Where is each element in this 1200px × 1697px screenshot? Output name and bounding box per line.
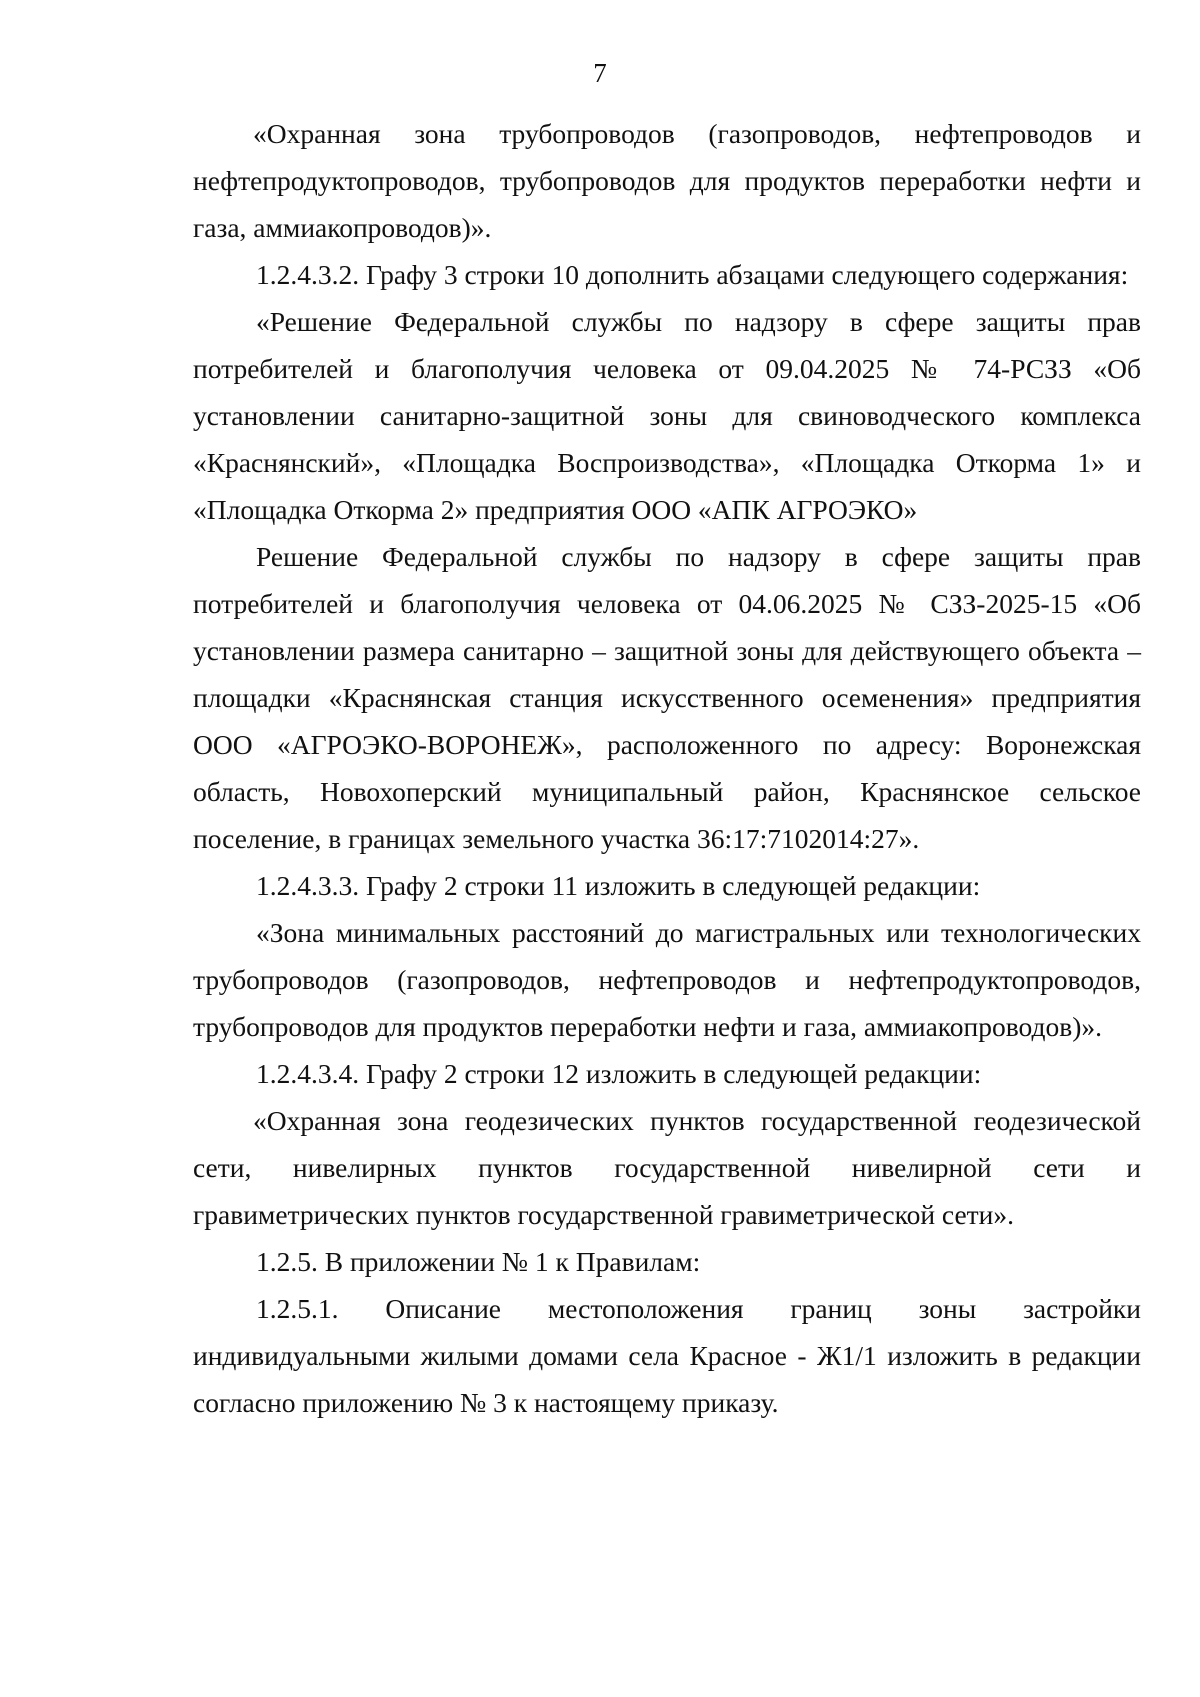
paragraph-minimum-distance-zone: «Зона минимальных расстояний до магистральных или технологических трубопроводов (газопроводов, нефтепроводов и нефтепродуктопроводов, трубопроводов для продуктов переработки нефти и газа, аммиакопроводов)». <box>193 917 1141 1042</box>
page-number: 7 <box>593 58 607 88</box>
paragraph-1-2-4-3-4: 1.2.4.3.4. Графу 2 строки 12 изложить в следующей редакции: <box>256 1058 982 1089</box>
paragraph-1-2-4-3-3: 1.2.4.3.3. Графу 2 строки 11 изложить в следующей редакции: <box>256 870 981 901</box>
paragraph-1-2-5: 1.2.5. В приложении № 1 к Правилам: <box>256 1246 701 1277</box>
paragraph-decision-74-rszz: «Решение Федеральной службы по надзору в сфере защиты прав потребителей и благополучия человека от 09.04.2025 № 74-РСЗЗ «Об установлении санитарно-защитной зоны для свиноводческого комплекса «Краснянский», «Площадка Воспроизводства», «Площадка Откорма 1» и «Площадка Откорма 2» предприятия ООО «АПК АГРОЭКО» <box>193 306 1141 525</box>
paragraph-geodetic-protection-zone: «Охранная зона геодезических пунктов государственной геодезической сети, нивелирных пунктов государственной нивелирной сети и гравиметрических пунктов государственной гравиметрической сети». <box>193 1105 1141 1230</box>
paragraph-pipeline-protection-zone: «Охранная зона трубопроводов (газопроводов, нефтепроводов и нефтепродуктопроводов, трубопроводов для продуктов переработки нефти и газа, аммиакопроводов)». <box>193 118 1141 243</box>
paragraph-1-2-5-1: 1.2.5.1. Описание местоположения границ зоны застройки индивидуальными жилыми домами села Красное - Ж1/1 изложить в редакции согласно приложению № 3 к настоящему приказу. <box>193 1293 1141 1418</box>
paragraph-1-2-4-3-2: 1.2.4.3.2. Графу 3 строки 10 дополнить абзацами следующего содержания: <box>256 259 1129 290</box>
paragraph-decision-szz-2025-15: Решение Федеральной службы по надзору в сфере защиты прав потребителей и благополучия человека от 04.06.2025 № СЗЗ-2025-15 «Об установлении размера санитарно – защитной зоны для действующего объекта – площадки «Краснянская станция искусственного осеменения» предприятия ООО «АГРОЭКО-ВОРОНЕЖ», расположенного по адресу: Воронежская область, Новохоперский муниципальный район, Краснянское сельское поселение, в границах земельного участка 36:17:7102014:27». <box>193 541 1141 854</box>
document-body <box>193 110 1141 1426</box>
